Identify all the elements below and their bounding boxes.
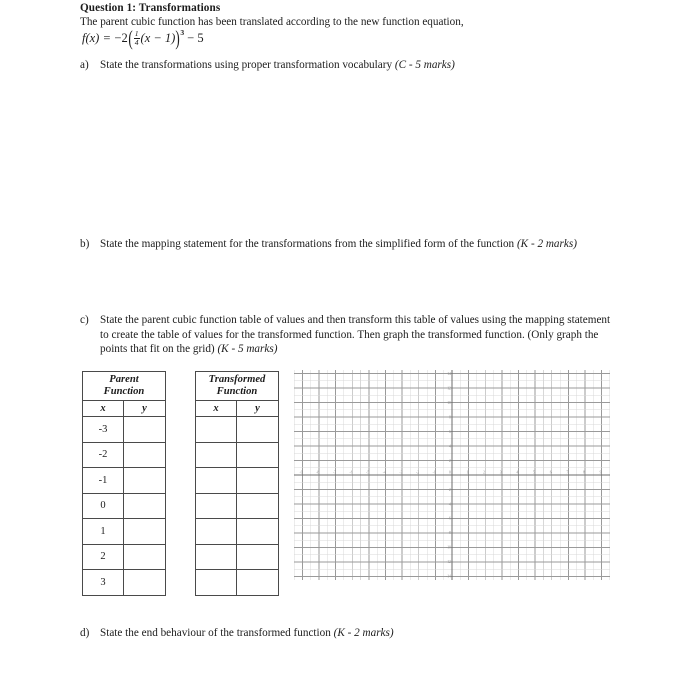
equation-close-paren: ) <box>175 26 181 51</box>
parent-col-header-y: y <box>124 401 166 417</box>
parent-cell-x[interactable]: -3 <box>83 417 124 443</box>
parent-cell-x[interactable]: 1 <box>83 519 124 545</box>
transformed-cell-y[interactable] <box>237 417 279 443</box>
svg-text:14: 14 <box>447 371 451 376</box>
transformed-cell-x[interactable] <box>196 442 237 468</box>
svg-text:-10: -10 <box>446 545 451 550</box>
parent-function-table <box>82 371 166 596</box>
svg-text:2: 2 <box>449 458 451 463</box>
equation-equals: = <box>103 30 111 45</box>
fraction-numerator: 1 <box>134 29 139 38</box>
svg-text:8: 8 <box>582 470 585 475</box>
table-row <box>83 468 166 494</box>
part-d-text: State the end behaviour of the transformed function <box>100 627 334 639</box>
svg-text:-4: -4 <box>447 502 451 507</box>
part-d-marker: d) <box>80 627 90 639</box>
svg-text:4: 4 <box>516 470 519 475</box>
transformed-function-table <box>195 371 279 596</box>
svg-text:-7: -7 <box>332 470 336 475</box>
svg-text:-9: -9 <box>299 470 303 475</box>
svg-text:-8: -8 <box>447 531 451 536</box>
transformed-col-header-x: x <box>196 401 237 417</box>
part-b-text: State the mapping statement for the transformations from the simplified form of the function <box>100 238 517 250</box>
svg-text:-12: -12 <box>446 560 451 565</box>
transformed-col-header-y: y <box>237 401 279 417</box>
equation-inner-expression: (x − 1) <box>140 30 176 45</box>
parent-cell-y[interactable] <box>124 570 166 596</box>
transformed-table-title-line1: Transformed <box>208 373 266 385</box>
part-c-marker: c) <box>80 314 89 326</box>
transformed-table-title-row <box>196 372 279 401</box>
parent-table-title-line2: Function <box>103 386 145 397</box>
table-row <box>196 417 279 443</box>
part-b-body <box>100 237 620 252</box>
svg-text:3: 3 <box>499 470 502 475</box>
equation-open-paren: ( <box>128 26 133 51</box>
transformed-cell-x[interactable] <box>196 468 237 494</box>
transformed-cell-x[interactable] <box>196 417 237 443</box>
transformed-cell-x[interactable] <box>196 570 237 596</box>
parent-table-title <box>83 372 166 401</box>
table-row <box>196 544 279 570</box>
function-equation <box>82 26 204 51</box>
svg-text:6: 6 <box>549 470 552 475</box>
parent-cell-x[interactable]: -2 <box>83 442 124 468</box>
parent-cell-y[interactable] <box>124 493 166 519</box>
svg-text:12: 12 <box>447 386 451 391</box>
equation-fraction <box>134 30 140 46</box>
parent-cell-x[interactable]: 0 <box>83 493 124 519</box>
svg-text:-14: -14 <box>446 574 451 579</box>
coordinate-grid-svg <box>294 370 610 580</box>
table-row <box>196 570 279 596</box>
svg-text:6: 6 <box>449 429 451 434</box>
svg-text:-3: -3 <box>399 470 403 475</box>
table-row <box>83 417 166 443</box>
svg-text:5: 5 <box>533 470 535 475</box>
table-row <box>196 468 279 494</box>
equation-lhs: f(x) <box>82 30 100 45</box>
svg-text:-8: -8 <box>316 470 320 475</box>
svg-text:-2: -2 <box>447 487 451 492</box>
fraction-denominator: 4 <box>134 37 139 47</box>
svg-text:-4: -4 <box>382 470 386 475</box>
transformed-cell-x[interactable] <box>196 519 237 545</box>
svg-text:-6: -6 <box>447 516 451 521</box>
table-row <box>83 442 166 468</box>
table-row <box>196 442 279 468</box>
svg-text:-1: -1 <box>432 470 436 475</box>
part-a-marker: a) <box>80 59 89 71</box>
transformed-cell-y[interactable] <box>237 570 279 596</box>
transformed-table-title <box>196 372 279 401</box>
transformed-table-title-line2: Function <box>216 386 258 397</box>
part-d-body <box>100 626 620 641</box>
transformed-cell-y[interactable] <box>237 468 279 494</box>
parent-cell-x[interactable]: 3 <box>83 570 124 596</box>
parent-table-title-row <box>83 372 166 401</box>
question-part-a <box>80 58 620 73</box>
parent-cell-y[interactable] <box>124 544 166 570</box>
parent-cell-y[interactable] <box>124 519 166 545</box>
part-c-body <box>100 313 620 357</box>
transformed-cell-y[interactable] <box>237 544 279 570</box>
svg-text:-5: -5 <box>366 470 370 475</box>
svg-text:2: 2 <box>483 470 485 475</box>
part-b-marker: b) <box>80 238 90 250</box>
svg-text:9: 9 <box>599 470 602 475</box>
question-part-d <box>80 626 620 641</box>
parent-cell-x[interactable]: -1 <box>83 468 124 494</box>
svg-text:-2: -2 <box>416 470 420 475</box>
question-intro: The parent cubic function has been translated according to the new function equation, <box>80 16 464 28</box>
part-b-marks: (K - 2 marks) <box>516 238 577 250</box>
transformed-cell-y[interactable] <box>237 519 279 545</box>
coordinate-grid[interactable] <box>294 370 610 580</box>
svg-text:10: 10 <box>447 400 451 405</box>
part-a-text: State the transformations using proper transformation vocabulary <box>100 59 395 71</box>
svg-text:4: 4 <box>449 444 451 449</box>
part-a-marks: (C - 5 marks) <box>394 59 455 71</box>
equation-coefficient: −2 <box>114 30 128 45</box>
svg-text:7: 7 <box>566 470 569 475</box>
parent-cell-x[interactable]: 2 <box>83 544 124 570</box>
equation-constant: − 5 <box>187 30 204 45</box>
parent-table-title-line1: Parent <box>109 373 139 385</box>
parent-cell-y[interactable] <box>124 468 166 494</box>
transformed-cell-x[interactable] <box>196 493 237 519</box>
part-c-marks: (K - 5 marks) <box>217 343 278 356</box>
table-row <box>196 519 279 545</box>
table-row <box>83 493 166 519</box>
transformed-cell-x[interactable] <box>196 544 237 570</box>
svg-text:-6: -6 <box>349 470 353 475</box>
svg-text:8: 8 <box>449 415 451 420</box>
equation-exponent: 3 <box>180 27 185 37</box>
part-d-marks: (K - 2 marks) <box>333 627 394 639</box>
question-part-b <box>80 237 620 252</box>
page-title: Question 1: Transformations <box>80 2 221 14</box>
table-row <box>196 493 279 519</box>
question-part-c <box>80 313 620 357</box>
parent-cell-y[interactable] <box>124 417 166 443</box>
transformed-table-header-row <box>196 401 279 417</box>
parent-table-header-row <box>83 401 166 417</box>
transformed-cell-y[interactable] <box>237 442 279 468</box>
svg-text:0: 0 <box>449 470 451 475</box>
table-row <box>83 544 166 570</box>
part-c-text: State the parent cubic function table of values and then transform this table of values using the mapping statement to create the table of values for the transformed function. Then graph the transformed function. (Only graph the points that fit on the grid) <box>100 314 611 356</box>
part-a-body <box>100 58 620 73</box>
parent-cell-y[interactable] <box>124 442 166 468</box>
svg-text:1: 1 <box>466 470 469 475</box>
transformed-cell-y[interactable] <box>237 493 279 519</box>
table-row <box>83 570 166 596</box>
parent-col-header-x: x <box>83 401 124 417</box>
table-row <box>83 519 166 545</box>
